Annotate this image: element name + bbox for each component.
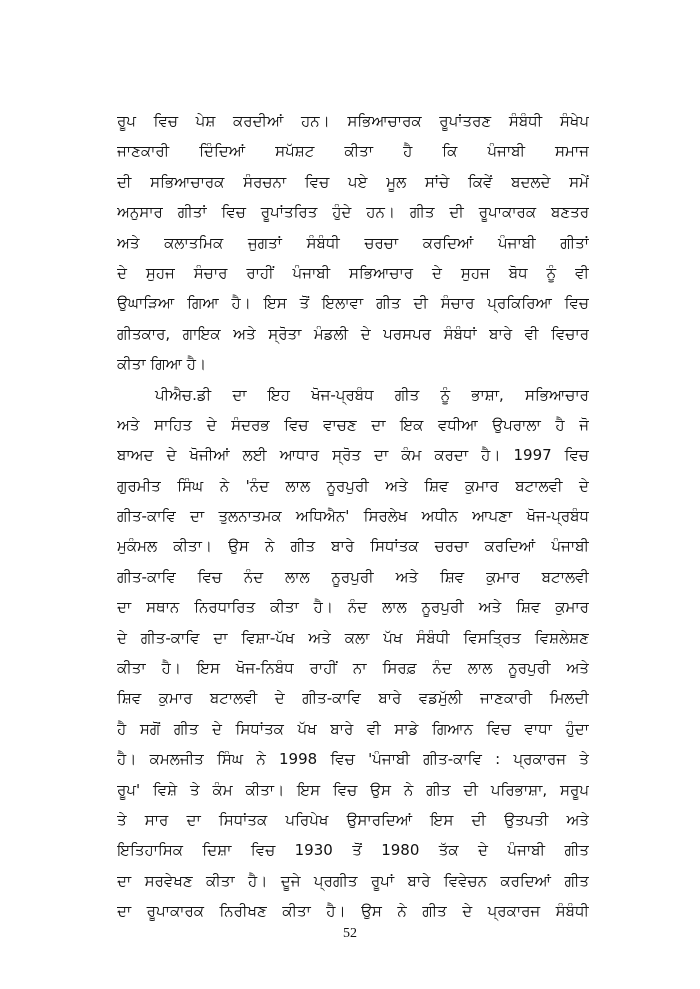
text-line: ਅਤੇ ਕਲਾਤਮਿਕ ਜੁਗਤਾਂ ਸੰਬੰਧੀ ਚਰਚਾ ਕਰਦਿਆਂ ਪੰਜਾਬੀ ਗੀਤਾਂ xyxy=(117,233,589,252)
text-line: ਗੀਤ-ਕਾਵਿ ਵਿਚ ਨੰਦ ਲਾਲ ਨੂਰਪੁਰੀ ਅਤੇ ਸ਼ਿਵ ਕੁਮਾਰ ਬਟਾਲਵੀ xyxy=(117,567,589,586)
page-number: 52 xyxy=(343,926,357,941)
text-line: ਅਨੁਸਾਰ ਗੀਤਾਂ ਵਿਚ ਰੂਪਾਂਤਰਿਤ ਹੁੰਦੇ ਹਨ। ਗੀਤ ਦੀ ਰੂਪਾਕਾਰਕ ਬਣਤਰ xyxy=(117,203,589,222)
text-line: ਅਤੇ ਸਾਹਿਤ ਦੇ ਸੰਦਰਭ ਵਿਚ ਵਾਚਣ ਦਾ ਇਕ ਵਧੀਆ ਉਪਰਾਲਾ ਹੈ ਜੋ xyxy=(117,415,589,434)
text-line: ਦਾ ਰੂਪਾਕਾਰਕ ਨਿਰੀਖਣ ਕੀਤਾ ਹੈ। ਉਸ ਨੇ ਗੀਤ ਦੇ ਪ੍ਰਕਾਰਜ ਸੰਬੰਧੀ xyxy=(117,902,589,921)
text-line: ਤੇ ਸਾਰ ਦਾ ਸਿਧਾਂਤਕ ਪਰਿਪੇਖ ਉਸਾਰਦਿਆਂ ਇਸ ਦੀ ਉਤਪਤੀ ਅਤੇ xyxy=(117,810,589,829)
text-line: ਉਘਾੜਿਆ ਗਿਆ ਹੈ। ਇਸ ਤੋਂ ਇਲਾਵਾ ਗੀਤ ਦੀ ਸੰਚਾਰ ਪ੍ਰਕਿਰਿਆ ਵਿਚ xyxy=(117,294,589,313)
text-line: ਗੁਰਮੀਤ ਸਿੰਘ ਨੇ 'ਨੰਦ ਲਾਲ ਨੂਰਪੁਰੀ ਅਤੇ ਸ਼ਿਵ ਕੁਮਾਰ ਬਟਾਲਵੀ ਦੇ xyxy=(117,476,589,495)
text-line: ਸ਼ਿਵ ਕੁਮਾਰ ਬਟਾਲਵੀ ਦੇ ਗੀਤ-ਕਾਵਿ ਬਾਰੇ ਵਡਮੁੱਲੀ ਜਾਣਕਾਰੀ ਮਿਲਦੀ xyxy=(117,689,589,708)
body-text xyxy=(117,106,589,927)
text-line: ਹੈ। ਕਮਲਜੀਤ ਸਿੰਘ ਨੇ 1998 ਵਿਚ 'ਪੰਜਾਬੀ ਗੀਤ-ਕਾਵਿ : ਪ੍ਰਕਾਰਜ ਤੇ xyxy=(117,750,589,769)
paragraph-end-line: ਕੀਤਾ ਗਿਆ ਹੈ। xyxy=(117,355,207,374)
text-line: ਕੀਤਾ ਹੈ। ਇਸ ਖੋਜ-ਨਿਬੰਧ ਰਾਹੀਂ ਨਾ ਸਿਰਫ਼ ਨੰਦ ਲਾਲ ਨੂਰਪੁਰੀ ਅਤੇ xyxy=(117,659,589,678)
text-line: ਦੇ ਸੁਹਜ ਸੰਚਾਰ ਰਾਹੀਂ ਪੰਜਾਬੀ ਸਭਿਆਚਾਰ ਦੇ ਸੁਹਜ ਬੋਧ ਨੂੰ ਵੀ xyxy=(117,263,589,282)
text-line: ਦੇ ਗੀਤ-ਕਾਵਿ ਦਾ ਵਿਸ਼ਾ-ਪੱਖ ਅਤੇ ਕਲਾ ਪੱਖ ਸੰਬੰਧੀ ਵਿਸਤ੍ਰਿਤ ਵਿਸ਼ਲੇਸ਼ਣ xyxy=(117,628,589,647)
text-line: ਗੀਤ-ਕਾਵਿ ਦਾ ਤੁਲਨਾਤਮਕ ਅਧਿਐਨ' ਸਿਰਲੇਖ ਅਧੀਨ ਆਪਣਾ ਖੋਜ-ਪ੍ਰਬੰਧ xyxy=(117,507,589,526)
text-line: ਦਾ ਸਥਾਨ ਨਿਰਧਾਰਿਤ ਕੀਤਾ ਹੈ। ਨੰਦ ਲਾਲ ਨੂਰਪੁਰੀ ਅਤੇ ਸ਼ਿਵ ਕੁਮਾਰ xyxy=(117,598,589,617)
text-line: ਰੂਪ' ਵਿਸ਼ੇ ਤੇ ਕੰਮ ਕੀਤਾ। ਇਸ ਵਿਚ ਉਸ ਨੇ ਗੀਤ ਦੀ ਪਰਿਭਾਸ਼ਾ, ਸਰੂਪ xyxy=(117,780,589,799)
paragraph-start-line: ਪੀਐਚ.ਡੀ ਦਾ ਇਹ ਖੋਜ-ਪ੍ਰਬੰਧ ਗੀਤ ਨੂੰ ਭਾਸ਼ਾ, ਸਭਿਆਚਾਰ xyxy=(155,385,589,404)
text-line: ਬਾਅਦ ਦੇ ਖੋਜੀਆਂ ਲਈ ਆਧਾਰ ਸ੍ਰੋਤ ਦਾ ਕੰਮ ਕਰਦਾ ਹੈ। 1997 ਵਿਚ xyxy=(117,446,589,465)
text-line: ਦੀ ਸਭਿਆਚਾਰਕ ਸੰਰਚਨਾ ਵਿਚ ਪਏ ਮੂਲ ਸਾਂਚੇ ਕਿਵੇਂ ਬਦਲਦੇ ਸਮੇਂ xyxy=(117,172,589,191)
text-line: ਦਾ ਸਰਵੇਖਣ ਕੀਤਾ ਹੈ। ਦੂਜੇ ਪ੍ਰਗੀਤ ਰੂਪਾਂ ਬਾਰੇ ਵਿਵੇਚਨ ਕਰਦਿਆਂ ਗੀਤ xyxy=(117,871,589,890)
text-line: ਇਤਿਹਾਸਿਕ ਦਿਸ਼ਾ ਵਿਚ 1930 ਤੋਂ 1980 ਤੱਕ ਦੇ ਪੰਜਾਬੀ ਗੀਤ xyxy=(117,841,589,860)
text-line: ਮੁਕੰਮਲ ਕੀਤਾ। ਉਸ ਨੇ ਗੀਤ ਬਾਰੇ ਸਿਧਾਂਤਕ ਚਰਚਾ ਕਰਦਿਆਂ ਪੰਜਾਬੀ xyxy=(117,537,589,556)
text-line: ਗੀਤਕਾਰ, ਗਾਇਕ ਅਤੇ ਸ੍ਰੋਤਾ ਮੰਡਲੀ ਦੇ ਪਰਸਪਰ ਸੰਬੰਧਾਂ ਬਾਰੇ ਵੀ ਵਿਚਾਰ xyxy=(117,324,589,343)
text-line: ਹੈ ਸਗੋਂ ਗੀਤ ਦੇ ਸਿਧਾਂਤਕ ਪੱਖ ਬਾਰੇ ਵੀ ਸਾਡੇ ਗਿਆਨ ਵਿਚ ਵਾਧਾ ਹੁੰਦਾ xyxy=(117,719,589,738)
text-line: ਜਾਣਕਾਰੀ ਦਿੰਦਿਆਂ ਸਪੱਸ਼ਟ ਕੀਤਾ ਹੈ ਕਿ ਪੰਜਾਬੀ ਸਮਾਜ xyxy=(117,142,589,161)
text-line: ਰੂਪ ਵਿਚ ਪੇਸ਼ ਕਰਦੀਆਂ ਹਨ। ਸਭਿਆਚਾਰਕ ਰੂਪਾਂਤਰਣ ਸੰਬੰਧੀ ਸੰਖੇਪ xyxy=(117,112,589,130)
